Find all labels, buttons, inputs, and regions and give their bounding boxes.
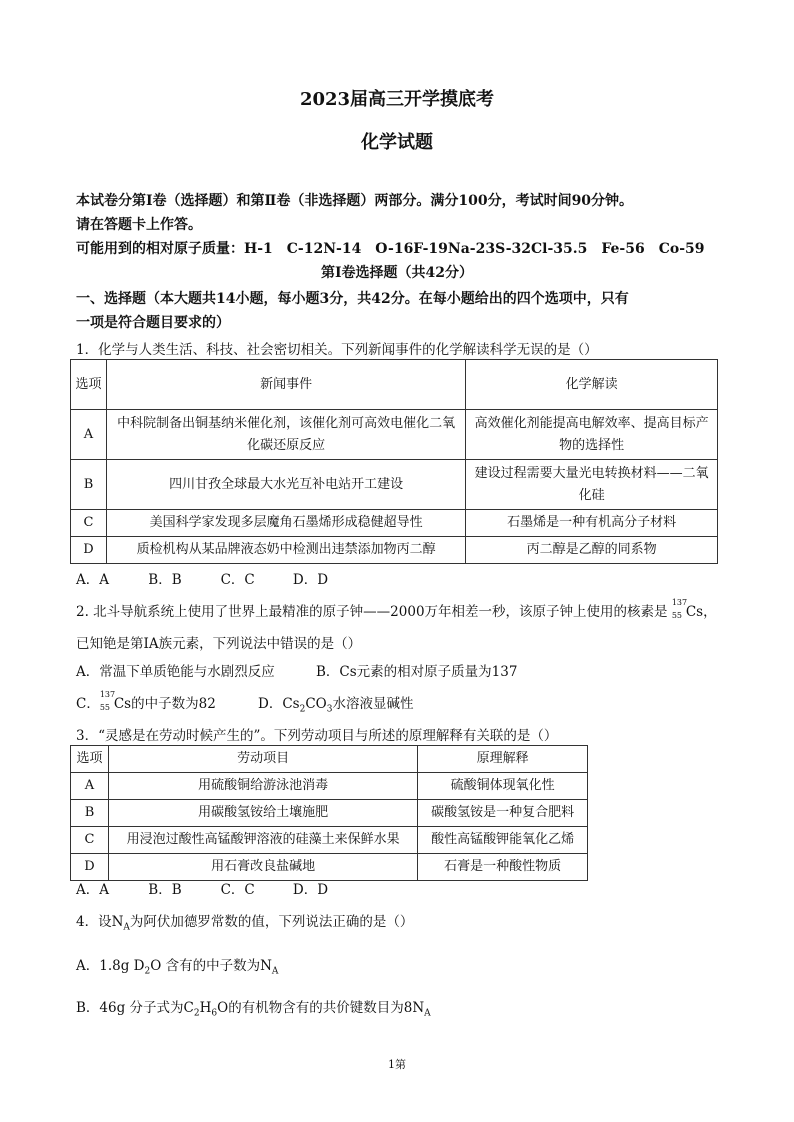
- table-row: [71, 827, 588, 854]
- q1-row-event: 中科院制备出铜基纳米催化剂，该催化剂可高效电催化二氧化碳还原反应: [106, 410, 465, 460]
- q2-stem-line-2: 已知铯是第ⅠA族元素，下列说法中错误的是（）: [76, 636, 362, 652]
- q1-row-note: 丙二醇是乙醇的同系物: [466, 537, 718, 564]
- q2-option-b[interactable]: B．Cs元素的相对原子质量为137: [316, 664, 518, 680]
- q3-row-option: A: [71, 773, 109, 800]
- section-heading-2: 一项是符合题目要求的）: [76, 315, 230, 331]
- q3-row-item: 用石膏改良盐碱地: [108, 854, 417, 881]
- table-row: [71, 800, 588, 827]
- q1-row-event: 质检机构从某品牌液态奶中检测出违禁添加物丙二醇: [106, 537, 465, 564]
- q1-row-note: 建设过程需要大量光电转换材料——二氧化硅: [466, 460, 718, 510]
- section-heading-1: 一、选择题（本大题共14小题，每小题3分，共42分。在每小题给出的四个选项中，只有: [76, 291, 629, 307]
- q3-row-item: 用碳酸氢铵给土壤施肥: [108, 800, 417, 827]
- q1-header-row: [71, 360, 718, 410]
- exam-title: 2023届高三开学摸底考: [299, 89, 495, 110]
- q2-option-a[interactable]: A．常温下单质铯能与水剧烈反应: [76, 664, 275, 680]
- intro-line-2: 请在答题卡上作答。: [76, 217, 202, 233]
- table-row: [71, 460, 718, 510]
- q1-header-option: 选项: [71, 360, 107, 410]
- intro-line-1: 本试卷分第Ⅰ卷（选择题）和第Ⅱ卷（非选择题）两部分。满分100分，考试时间90分钟。: [76, 193, 634, 209]
- table-row: [71, 854, 588, 881]
- q3-row-option: D: [71, 854, 109, 881]
- cs137-isotope: 137 55: [671, 597, 688, 620]
- q2-option-d[interactable]: D．$Cs_2CO_3$水溶液显碱性: [258, 696, 414, 715]
- q3-row-reason: 硫酸铜体现氧化性: [418, 773, 588, 800]
- q3-options: [76, 878, 361, 898]
- cs137-isotope: 137 55: [99, 689, 116, 712]
- q1-row-option: A: [71, 410, 107, 460]
- q2-option-c[interactable]: C． 137 55 Cs的中子数为82: [76, 689, 216, 712]
- q1-row-option: B: [71, 460, 107, 510]
- q1-row-event: 美国科学家发现多层魔角石墨烯形成稳健超导性: [106, 510, 465, 537]
- table-row: [71, 537, 718, 564]
- option-d[interactable]: D．D: [292, 572, 329, 588]
- q1-options: [76, 568, 361, 588]
- q1-header-note: 化学解读: [466, 360, 718, 410]
- q1-header-event: 新闻事件: [106, 360, 465, 410]
- option-d[interactable]: D．D: [292, 882, 329, 898]
- option-a[interactable]: A．A: [76, 882, 109, 898]
- q3-row-option: B: [71, 800, 109, 827]
- q4-option-b[interactable]: B．46g 分子式为$C_2H_6O$的有机物含有的共价键数目为$8N_A$: [76, 1000, 431, 1019]
- option-c[interactable]: C．C: [220, 572, 255, 588]
- q3-row-option: C: [71, 827, 109, 854]
- atomic-mass-line: 可能用到的相对原子质量：H-1 C-12N-14 O-16F-19Na-23S-32Cl-35.5 Fe-56 Co-59: [76, 241, 705, 257]
- q4-stem: 4．设$N_A$为阿伏加德罗常数的值，下列说法正确的是（）: [76, 914, 414, 933]
- part-title: 第Ⅰ卷选择题（共42分）: [320, 265, 474, 281]
- q2-stem-line-1: 2. 北斗导航系统上使用了世界上最精准的原子钟——2000万年相差一秒，该原子钟上使用的核素是 137 55 Cs，: [76, 597, 717, 620]
- q3-header-row: [71, 746, 588, 773]
- table-row: [71, 773, 588, 800]
- table-row: [71, 410, 718, 460]
- q1-row-note: 石墨烯是一种有机高分子材料: [466, 510, 718, 537]
- q4-option-a[interactable]: A．1.8g $D_2O$ 含有的中子数为$N_A$: [76, 958, 279, 977]
- exam-subtitle: 化学试题: [361, 132, 433, 153]
- q1-row-note: 高效催化剂能提高电解效率、提高目标产物的选择性: [466, 410, 718, 460]
- q3-row-reason: 石膏是一种酸性物质: [418, 854, 588, 881]
- q1-stem: 1．化学与人类生活、科技、社会密切相关。下列新闻事件的化学解读科学无误的是（）: [76, 342, 598, 358]
- q3-row-item: 用硫酸铜给游泳池消毒: [108, 773, 417, 800]
- q1-table: [70, 359, 718, 564]
- q3-row-reason: 碳酸氢铵是一种复合肥料: [418, 800, 588, 827]
- q3-row-reason: 酸性高锰酸钾能氧化乙烯: [418, 827, 588, 854]
- page-number: 1第: [388, 1058, 406, 1071]
- q1-row-event: 四川甘孜全球最大水光互补电站开工建设: [106, 460, 465, 510]
- q3-header-option: 选项: [71, 746, 109, 773]
- table-row: [71, 510, 718, 537]
- q3-table: [70, 745, 588, 881]
- q3-header-item: 劳动项目: [108, 746, 417, 773]
- option-b[interactable]: B．B: [148, 882, 182, 898]
- q1-row-option: D: [71, 537, 107, 564]
- q3-stem: 3．“灵感是在劳动时候产生的”。下列劳动项目与所述的原理解释有关联的是（）: [76, 728, 558, 744]
- option-b[interactable]: B．B: [148, 572, 182, 588]
- option-a[interactable]: A．A: [76, 572, 109, 588]
- q3-header-reason: 原理解释: [418, 746, 588, 773]
- q3-row-item: 用浸泡过酸性高锰酸钾溶液的硅藻土来保鲜水果: [108, 827, 417, 854]
- q2-stem-text: 2. 北斗导航系统上使用了世界上最精准的原子钟——2000万年相差一秒，该原子钟上使用的核素是: [76, 604, 668, 620]
- q1-row-option: C: [71, 510, 107, 537]
- option-c[interactable]: C．C: [220, 882, 255, 898]
